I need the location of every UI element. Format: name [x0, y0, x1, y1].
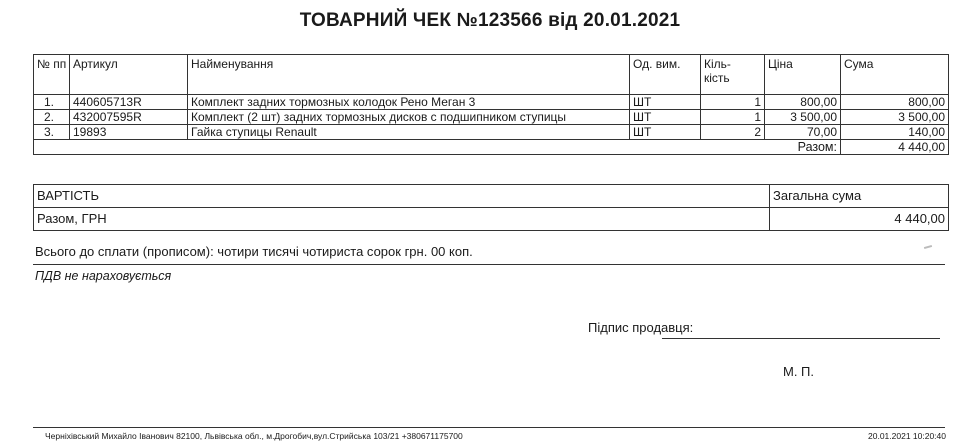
header-num: № пп	[34, 55, 70, 95]
header-name: Найменування	[188, 55, 630, 95]
totals-value-row	[34, 208, 949, 231]
header-qty	[701, 55, 765, 95]
signature-line	[662, 338, 940, 339]
table-row	[34, 125, 949, 140]
row-qty: 2	[701, 125, 765, 140]
row-unit: ШТ	[630, 95, 701, 110]
row-name: Комплект (2 шт) задних тормозных дисков с подшипником ступицы	[188, 110, 630, 125]
header-price: Ціна	[765, 55, 841, 95]
row-qty: 1	[701, 95, 765, 110]
footer-divider	[33, 427, 945, 428]
total-value: 4 440,00	[841, 140, 949, 155]
row-name: Комплект задних тормозных колодок Рено Меган 3	[188, 95, 630, 110]
cost-label: ВАРТІСТЬ	[34, 185, 770, 208]
footer-printed: 20.01.2021 10:20:40	[868, 431, 946, 441]
grand-value: 4 440,00	[770, 208, 949, 231]
totals-table	[33, 184, 949, 231]
vat-note: ПДВ не нараховується	[35, 269, 172, 283]
row-qty: 1	[701, 110, 765, 125]
row-price: 70,00	[765, 125, 841, 140]
items-table	[33, 54, 949, 155]
row-sum: 3 500,00	[841, 110, 949, 125]
amount-in-words: Всього до сплати (прописом): чотири тисячі чотириста сорок грн. 00 коп.	[35, 244, 473, 259]
row-sum: 800,00	[841, 95, 949, 110]
table-row	[34, 110, 949, 125]
stamp-label: М. П.	[783, 364, 815, 379]
row-article: 440605713R	[70, 95, 188, 110]
row-article: 432007595R	[70, 110, 188, 125]
header-sum: Сума	[841, 55, 949, 95]
header-article: Артикул	[70, 55, 188, 95]
currency-label: Разом, ГРН	[34, 208, 770, 231]
signature-label: Підпис продавця:	[588, 320, 694, 335]
row-article: 19893	[70, 125, 188, 140]
row-price: 3 500,00	[765, 110, 841, 125]
row-num: 2.	[34, 110, 70, 125]
table-total-row	[34, 140, 949, 155]
row-num: 1.	[34, 95, 70, 110]
total-label: Разом:	[34, 140, 841, 155]
receipt-title: ТОВАРНИЙ ЧЕК №123566 від 20.01.2021	[299, 10, 681, 31]
totals-header-row	[34, 185, 949, 208]
row-name: Гайка ступицы Renault	[188, 125, 630, 140]
footer-seller: Черніхівський Михайло Іванович 82100, Львівська обл., м.Дрогобич,вул.Стрийська 103/21 +380671175700	[45, 431, 463, 441]
header-qty-line1: Кіль-	[704, 57, 731, 71]
divider	[33, 264, 945, 265]
table-header-row	[34, 55, 949, 95]
header-unit: Од. вим.	[630, 55, 701, 95]
scan-speck	[924, 245, 932, 249]
row-unit: ШТ	[630, 125, 701, 140]
table-row	[34, 95, 949, 110]
grand-label: Загальна сума	[770, 185, 949, 208]
row-sum: 140,00	[841, 125, 949, 140]
row-price: 800,00	[765, 95, 841, 110]
header-qty-line2: кість	[704, 71, 730, 85]
row-num: 3.	[34, 125, 70, 140]
row-unit: ШТ	[630, 110, 701, 125]
